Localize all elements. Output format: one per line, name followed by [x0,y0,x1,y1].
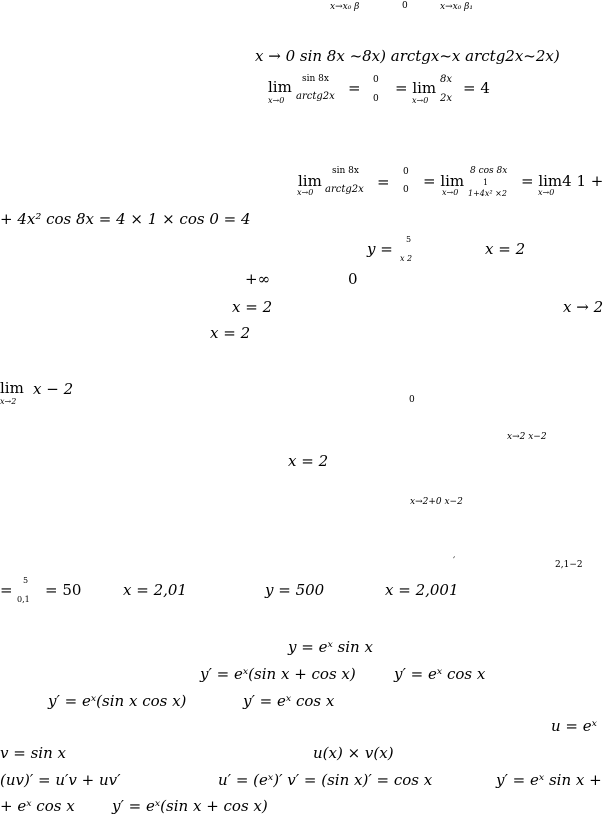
function-y: y = [367,240,393,258]
fraction-denominator: 2x [440,93,453,104]
approach-x: x → 2 [563,298,604,316]
fraction-denominator: 0,1 [17,595,30,604]
value-y: y = 500 [265,581,325,599]
fraction-zero: 0 [373,94,379,104]
derivative-continued: + eˣ cos x [0,797,75,815]
derivative-option: y′ = eˣ(sin x cos x) [48,692,187,710]
point-x: x = 2 [210,324,251,342]
lim-operator: lim [298,172,322,190]
lim-subscript: x→0 [297,188,314,197]
function-y: y = eˣ sin x [288,638,373,656]
u-definition: u = eˣ [551,717,597,735]
lim-subscript: x→0 [268,96,285,105]
limit-subscript: x→x₀ β [330,2,360,12]
lim-subscript: x→0 [538,188,555,197]
infinity: +∞ [245,270,271,288]
lim-operator: = lim4 1 + [521,172,604,190]
lim-subscript: x→2 [0,397,17,406]
fraction-numerator: 5 [406,235,412,244]
equivalence-line: x → 0 sin 8x ~8x) arctgx~x arctg2x~2x) [255,47,560,65]
fraction-zero: 0 [373,75,379,85]
derivatives: u′ = (eˣ)′ v′ = (sin x)′ = cos x [218,771,433,789]
point-x: x = 2 [288,452,329,470]
fraction-numerator: 5 [23,576,29,585]
derivative-final: y′ = eˣ(sin x + cos x) [112,797,268,815]
fraction-denominator: arctg2x [296,91,335,102]
fraction-denominator: arctg2x [325,184,364,195]
zero: 0 [348,270,358,288]
product-expression: u(x) × v(x) [313,744,394,762]
lim-subscript: x→0 [412,96,429,105]
fraction-zero: 0 [403,167,409,177]
prime-mark: ′ [453,556,456,567]
lim-operator: lim [268,78,292,96]
fraction-denominator: 1+4x² ×2 [468,189,507,198]
result: = 50 [45,581,82,599]
v-definition: v = sin x [0,744,66,762]
lim-operator: = lim [395,79,437,97]
fraction-zero: 0 [409,395,415,405]
lim-operator: = lim [423,172,465,190]
derivative-option: y′ = eˣ cos x [243,692,335,710]
point-x: x = 2 [232,298,273,316]
fraction-numerator: 8x [440,74,453,85]
fraction-middle: 1 [483,178,489,187]
point-x: x = 2,001 [385,581,459,599]
fraction-numerator: sin 8x [302,74,329,84]
limit-subscript: x→2 x−2 [507,432,547,442]
equals-sign: = [0,581,13,599]
fraction-zero: 0 [403,185,409,195]
lim-operator: lim [0,379,24,397]
limit-subscript: x→x₀ β₁ [440,2,473,12]
derivative-option: y′ = eˣ cos x [394,665,486,683]
point-x: x = 2,01 [123,581,187,599]
result: = 4 [463,79,490,97]
point-x: x = 2 [485,240,526,258]
product-rule: (uv)′ = u′v + uv′ [0,771,121,789]
equals-sign: = [348,79,361,97]
lim-subscript: x→0 [442,188,459,197]
fraction-numerator: sin 8x [332,166,359,176]
fraction-denominator: x 2 [400,254,413,263]
fraction-zero: 0 [402,1,408,11]
expression: x − 2 [33,380,74,398]
computation-line: + 4x² cos 8x = 4 × 1 × cos 0 = 4 [0,210,251,228]
denominator-expression: 2,1−2 [555,560,583,570]
derivative-option: y′ = eˣ(sin x + cos x) [200,665,356,683]
limit-subscript: x→2+0 x−2 [410,497,463,507]
equals-sign: = [377,173,390,191]
fraction-numerator: 8 cos 8x [470,166,508,176]
derivative-result: y′ = eˣ sin x + [496,771,602,789]
